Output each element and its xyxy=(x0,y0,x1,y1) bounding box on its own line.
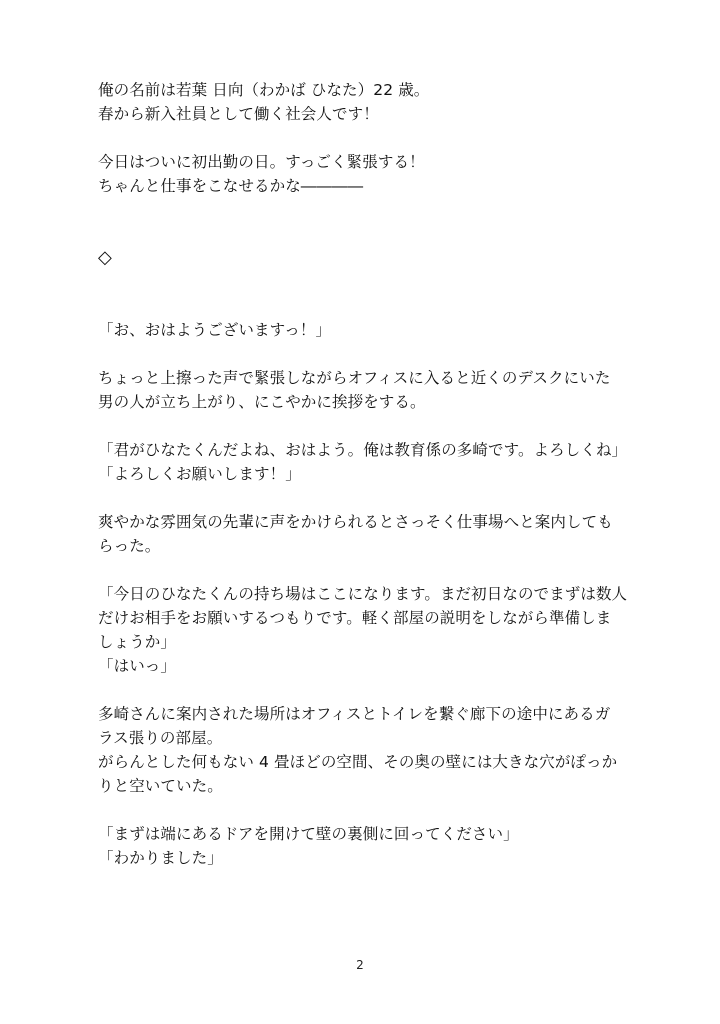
text-line: だけお相手をお願いするつもりです。軽く部屋の説明をしながら準備しま xyxy=(98,609,612,627)
text-line: 「まずは端にあるドアを開けて壁の裏側に回ってください」 xyxy=(98,825,519,843)
text-line: がらんとした何もない 4 畳ほどの空間、その奥の壁には大きな穴がぽっか xyxy=(98,753,618,771)
text-line: 「今日のひなたくんの持ち場はここになります。まだ初日なのでまずは数人 xyxy=(98,585,628,603)
text-line: 「はいっ」 xyxy=(98,657,177,675)
body-text xyxy=(98,78,638,870)
text-line: 多崎さんに案内された場所はオフィスとトイレを繋ぐ廊下の途中にあるガ xyxy=(98,705,611,723)
text-line: 今日はついに初出勤の日。すっごく緊張する！ xyxy=(98,153,425,171)
text-line: 俺の名前は若葉 日向（わかば ひなた）22 歳。 xyxy=(98,81,430,99)
text-line: らった。 xyxy=(98,537,161,555)
text-line: ちょっと上擦った声で緊張しながらオフィスに入ると近くのデスクにいた xyxy=(98,369,611,387)
text-line: 春から新入社員として働く社会人です！ xyxy=(98,105,379,123)
text-line: 「わかりました」 xyxy=(98,849,223,867)
text-line: ラス張りの部屋。 xyxy=(98,729,223,747)
scene-break-diamond: ◇ xyxy=(98,247,112,268)
text-line: 「よろしくお願いします！」 xyxy=(98,465,301,483)
text-line: しょうか」 xyxy=(98,633,177,651)
text-line: 爽やかな雰囲気の先輩に声をかけられるとさっそく仕事場へと案内しても xyxy=(98,513,613,531)
page-number: 2 xyxy=(356,958,364,972)
text-line: ちゃんと仕事をこなせるかな―――― xyxy=(98,177,364,195)
text-line: 「お、おはようございますっ！」 xyxy=(98,321,332,339)
text-line: 「君がひなたくんだよね、おはよう。俺は教育係の多崎です。よろしくね」 xyxy=(98,441,628,459)
text-line: 男の人が立ち上がり、にこやかに挨拶をする。 xyxy=(98,393,426,411)
text-line: りと空いていた。 xyxy=(98,777,223,795)
